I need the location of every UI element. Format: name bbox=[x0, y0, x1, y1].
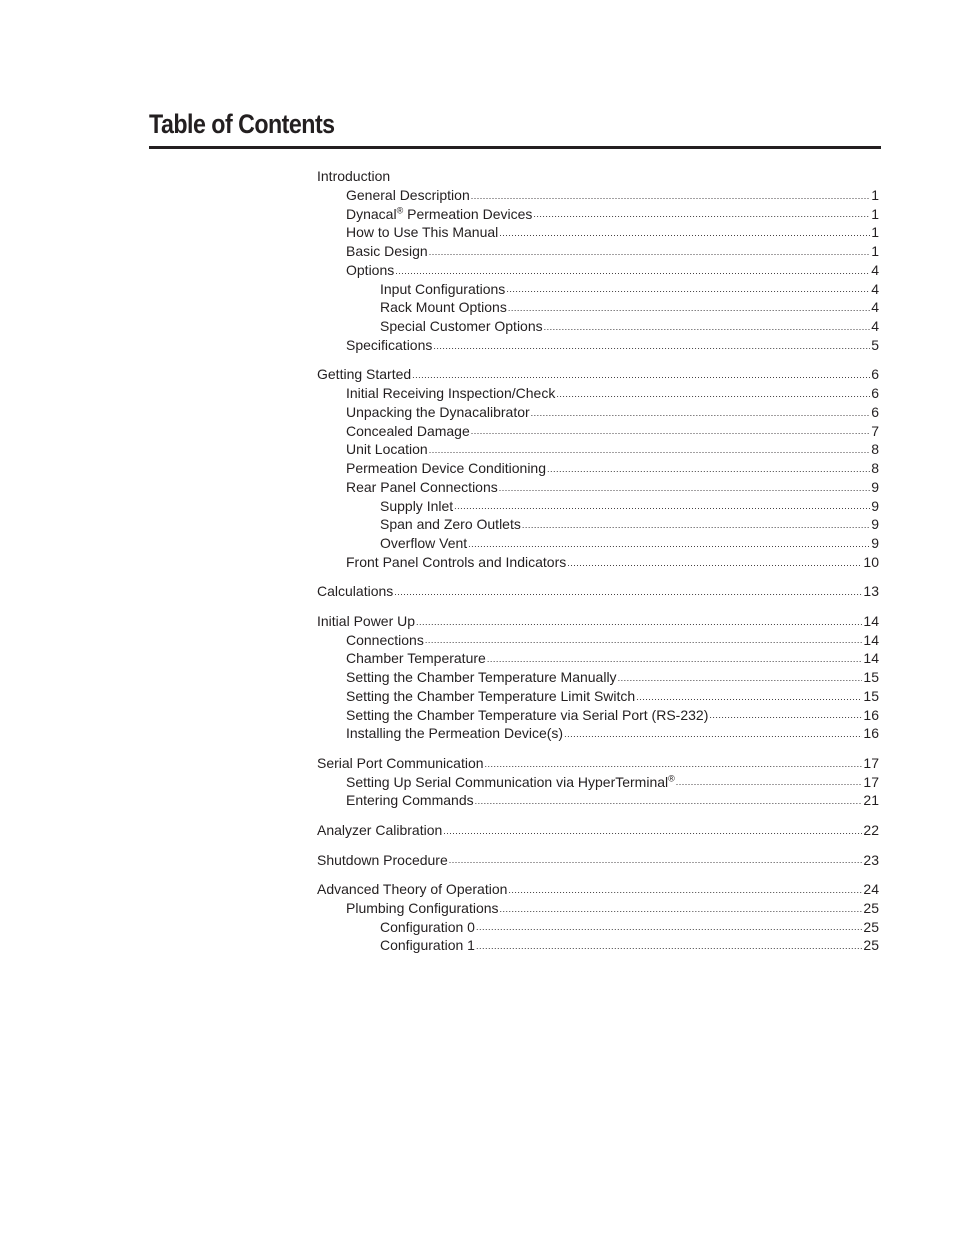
toc-entry[interactable] bbox=[317, 582, 879, 601]
toc-entry-title: Introduction bbox=[317, 168, 391, 184]
toc-dot-leader bbox=[429, 444, 870, 456]
toc-entry-title: Initial Power Up bbox=[317, 612, 416, 629]
toc-entry-title: Initial Receiving Inspection/Check bbox=[346, 385, 556, 402]
toc-dot-leader bbox=[531, 407, 871, 419]
toc-entry-title: Installing the Permeation Device(s) bbox=[346, 725, 564, 742]
toc-dot-leader bbox=[429, 246, 871, 258]
toc-entry-title: Configuration 0 bbox=[380, 918, 475, 935]
toc-page-number: 15 bbox=[863, 687, 879, 704]
toc-entry[interactable] bbox=[317, 553, 879, 572]
toc-entry[interactable] bbox=[317, 668, 879, 687]
toc-entry-title: Analyzer Calibration bbox=[317, 821, 443, 838]
toc-entry[interactable] bbox=[317, 440, 879, 459]
toc-dot-leader bbox=[443, 825, 862, 837]
toc-dot-leader bbox=[394, 586, 862, 598]
toc-dot-leader bbox=[471, 425, 870, 437]
toc-entry[interactable] bbox=[317, 422, 879, 441]
toc-entry[interactable] bbox=[317, 631, 879, 650]
toc-dot-leader bbox=[499, 227, 870, 239]
toc-page-number: 8 bbox=[871, 460, 879, 477]
toc-page-number: 9 bbox=[871, 497, 879, 514]
toc-section bbox=[317, 821, 879, 840]
toc-page-number: 25 bbox=[863, 937, 879, 954]
toc-dot-leader bbox=[475, 795, 863, 807]
toc-dot-leader bbox=[412, 369, 870, 381]
toc-entry-title: Concealed Damage bbox=[346, 422, 470, 439]
toc-dot-leader bbox=[433, 340, 870, 352]
toc-dot-leader bbox=[564, 728, 862, 740]
toc-entry[interactable] bbox=[317, 706, 879, 725]
toc-dot-leader bbox=[500, 903, 863, 915]
toc-entry-title: Chamber Temperature bbox=[346, 650, 486, 667]
toc-entry-title: Getting Started bbox=[317, 366, 412, 383]
toc-entry[interactable] bbox=[317, 612, 879, 631]
page-title: Table of Contents bbox=[149, 109, 335, 139]
toc-entry[interactable] bbox=[317, 534, 879, 553]
table-of-contents bbox=[317, 167, 879, 966]
toc-dot-leader bbox=[556, 388, 870, 400]
toc-dot-leader bbox=[476, 921, 862, 933]
toc-page-number: 4 bbox=[871, 261, 879, 278]
toc-entry-title: Configuration 1 bbox=[380, 937, 475, 954]
toc-dot-leader bbox=[709, 709, 862, 721]
toc-entry[interactable] bbox=[317, 791, 879, 810]
toc-entry[interactable] bbox=[317, 223, 879, 242]
toc-section bbox=[317, 612, 879, 743]
toc-entry[interactable] bbox=[317, 205, 879, 224]
toc-page-number: 8 bbox=[871, 441, 879, 458]
toc-section bbox=[317, 167, 879, 355]
toc-dot-leader bbox=[508, 302, 870, 314]
toc-page-number: 16 bbox=[863, 706, 879, 723]
toc-entry[interactable] bbox=[317, 851, 879, 870]
toc-dot-leader bbox=[676, 776, 863, 788]
toc-page-number: 17 bbox=[863, 754, 879, 771]
toc-entry[interactable] bbox=[317, 754, 879, 773]
toc-page-number: 13 bbox=[863, 583, 879, 600]
toc-entry[interactable] bbox=[317, 687, 879, 706]
toc-entry[interactable] bbox=[317, 936, 879, 955]
toc-entry[interactable] bbox=[317, 880, 879, 899]
toc-dot-leader bbox=[454, 500, 870, 512]
toc-entry-title: Dynacal® Permeation Devices bbox=[346, 204, 533, 222]
toc-entry[interactable] bbox=[317, 515, 879, 534]
toc-section bbox=[317, 365, 879, 571]
toc-page-number: 10 bbox=[863, 553, 879, 570]
toc-dot-leader bbox=[544, 321, 871, 333]
toc-entry[interactable] bbox=[317, 261, 879, 280]
toc-page-number: 4 bbox=[871, 280, 879, 297]
toc-entry[interactable] bbox=[317, 724, 879, 743]
toc-entry-title: Plumbing Configurations bbox=[346, 899, 499, 916]
toc-entry[interactable] bbox=[317, 280, 879, 299]
toc-dot-leader bbox=[476, 940, 862, 952]
toc-entry[interactable] bbox=[317, 298, 879, 317]
toc-entry-title: How to Use This Manual bbox=[346, 224, 499, 241]
registered-mark: ® bbox=[396, 204, 404, 215]
toc-page-number: 24 bbox=[863, 881, 879, 898]
toc-page-number: 1 bbox=[871, 186, 879, 203]
toc-entry-title: Advanced Theory of Operation bbox=[317, 881, 508, 898]
toc-section bbox=[317, 754, 879, 810]
toc-entry[interactable] bbox=[317, 918, 879, 937]
toc-page-number: 17 bbox=[863, 773, 879, 790]
toc-entry-title: Basic Design bbox=[346, 243, 428, 259]
toc-entry-title: Unit Location bbox=[346, 441, 428, 458]
toc-entry[interactable] bbox=[317, 336, 879, 355]
toc-dot-leader bbox=[508, 884, 862, 896]
toc-dot-leader bbox=[449, 854, 863, 866]
toc-entry-title: Front Panel Controls and Indicators bbox=[346, 553, 567, 570]
toc-dot-leader bbox=[416, 616, 862, 628]
toc-entry[interactable] bbox=[317, 365, 879, 384]
toc-page-number: 21 bbox=[863, 792, 879, 809]
toc-dot-leader bbox=[468, 538, 870, 550]
toc-entry-title: Rear Panel Connections bbox=[346, 478, 498, 495]
toc-page-number: 1 bbox=[871, 205, 879, 222]
toc-dot-leader bbox=[533, 208, 870, 220]
toc-entry-title: Shutdown Procedure bbox=[317, 851, 448, 868]
toc-dot-leader bbox=[636, 691, 862, 703]
toc-page-number: 25 bbox=[863, 918, 879, 935]
toc-dot-leader bbox=[485, 758, 863, 770]
toc-entry[interactable] bbox=[317, 773, 879, 792]
toc-entry-title: Calculations bbox=[317, 583, 394, 600]
toc-page-number: 1 bbox=[871, 224, 879, 241]
toc-entry[interactable] bbox=[317, 459, 879, 478]
toc-entry-title: Serial Port Communication bbox=[317, 754, 484, 771]
toc-entry-title: General Description bbox=[346, 186, 470, 203]
toc-page-number: 9 bbox=[871, 478, 879, 495]
toc-page-number: 14 bbox=[863, 650, 879, 667]
toc-page-number: 7 bbox=[871, 422, 879, 439]
toc-page-number: 6 bbox=[871, 385, 879, 402]
toc-dot-leader bbox=[567, 557, 862, 569]
toc-entry[interactable] bbox=[317, 497, 879, 516]
toc-entry-title: Span and Zero Outlets bbox=[380, 516, 521, 533]
toc-page-number: 15 bbox=[863, 669, 879, 686]
toc-entry-title: Overflow Vent bbox=[380, 535, 468, 552]
toc-page-number: 9 bbox=[871, 535, 879, 552]
toc-entry[interactable] bbox=[317, 478, 879, 497]
toc-entry[interactable] bbox=[317, 384, 879, 403]
toc-page-number: 25 bbox=[863, 899, 879, 916]
toc-page-number: 4 bbox=[871, 299, 879, 316]
toc-page-number: 14 bbox=[863, 631, 879, 648]
toc-entry[interactable] bbox=[317, 242, 879, 261]
toc-dot-leader bbox=[522, 519, 870, 531]
toc-dot-leader bbox=[395, 265, 870, 277]
toc-page-number: 6 bbox=[871, 366, 879, 383]
toc-entry-title: Specifications bbox=[346, 336, 433, 353]
toc-dot-leader bbox=[425, 634, 863, 646]
toc-entry[interactable] bbox=[317, 186, 879, 205]
registered-mark: ® bbox=[668, 773, 675, 784]
toc-entry-title: Setting the Chamber Temperature via Serial Port (RS-232) bbox=[346, 706, 709, 723]
toc-dot-leader bbox=[618, 672, 863, 684]
toc-page-number: 14 bbox=[863, 612, 879, 629]
toc-entry-title: Entering Commands bbox=[346, 792, 474, 809]
toc-entry[interactable] bbox=[317, 821, 879, 840]
toc-entry[interactable] bbox=[317, 167, 879, 186]
toc-dot-leader bbox=[471, 190, 870, 202]
toc-entry-title: Setting the Chamber Temperature Limit Switch bbox=[346, 687, 636, 704]
toc-entry-title: Rack Mount Options bbox=[380, 299, 507, 316]
toc-dot-leader bbox=[487, 653, 863, 665]
toc-page-number: 5 bbox=[871, 336, 879, 353]
title-divider bbox=[149, 146, 881, 149]
toc-entry-title: Supply Inlet bbox=[380, 497, 454, 514]
toc-page-number: 9 bbox=[871, 516, 879, 533]
toc-entry-title: Input Configurations bbox=[380, 280, 506, 297]
toc-page-number: 1 bbox=[871, 243, 879, 259]
toc-entry-title: Setting Up Serial Communication via HyperTerminal® bbox=[346, 773, 675, 790]
toc-entry-title: Unpacking the Dynacalibrator bbox=[346, 403, 530, 420]
toc-page-number: 6 bbox=[871, 403, 879, 420]
toc-dot-leader bbox=[547, 463, 870, 475]
toc-entry-title: Options bbox=[346, 261, 395, 278]
toc-entry-title: Connections bbox=[346, 631, 424, 648]
toc-page-number: 16 bbox=[863, 725, 879, 742]
toc-entry[interactable] bbox=[317, 649, 879, 668]
toc-entry[interactable] bbox=[317, 403, 879, 422]
toc-dot-leader bbox=[506, 283, 870, 295]
toc-entry-title: Setting the Chamber Temperature Manually bbox=[346, 669, 617, 686]
toc-entry[interactable] bbox=[317, 317, 879, 336]
toc-page-number: 4 bbox=[871, 318, 879, 334]
toc-entry[interactable] bbox=[317, 899, 879, 918]
toc-section bbox=[317, 851, 879, 870]
toc-entry-title: Permeation Device Conditioning bbox=[346, 460, 546, 477]
toc-page-number: 22 bbox=[863, 821, 879, 838]
toc-entry-title: Special Customer Options bbox=[380, 318, 543, 334]
toc-section bbox=[317, 582, 879, 601]
toc-dot-leader bbox=[499, 482, 870, 494]
toc-page-number: 23 bbox=[863, 851, 879, 868]
toc-section bbox=[317, 880, 879, 955]
